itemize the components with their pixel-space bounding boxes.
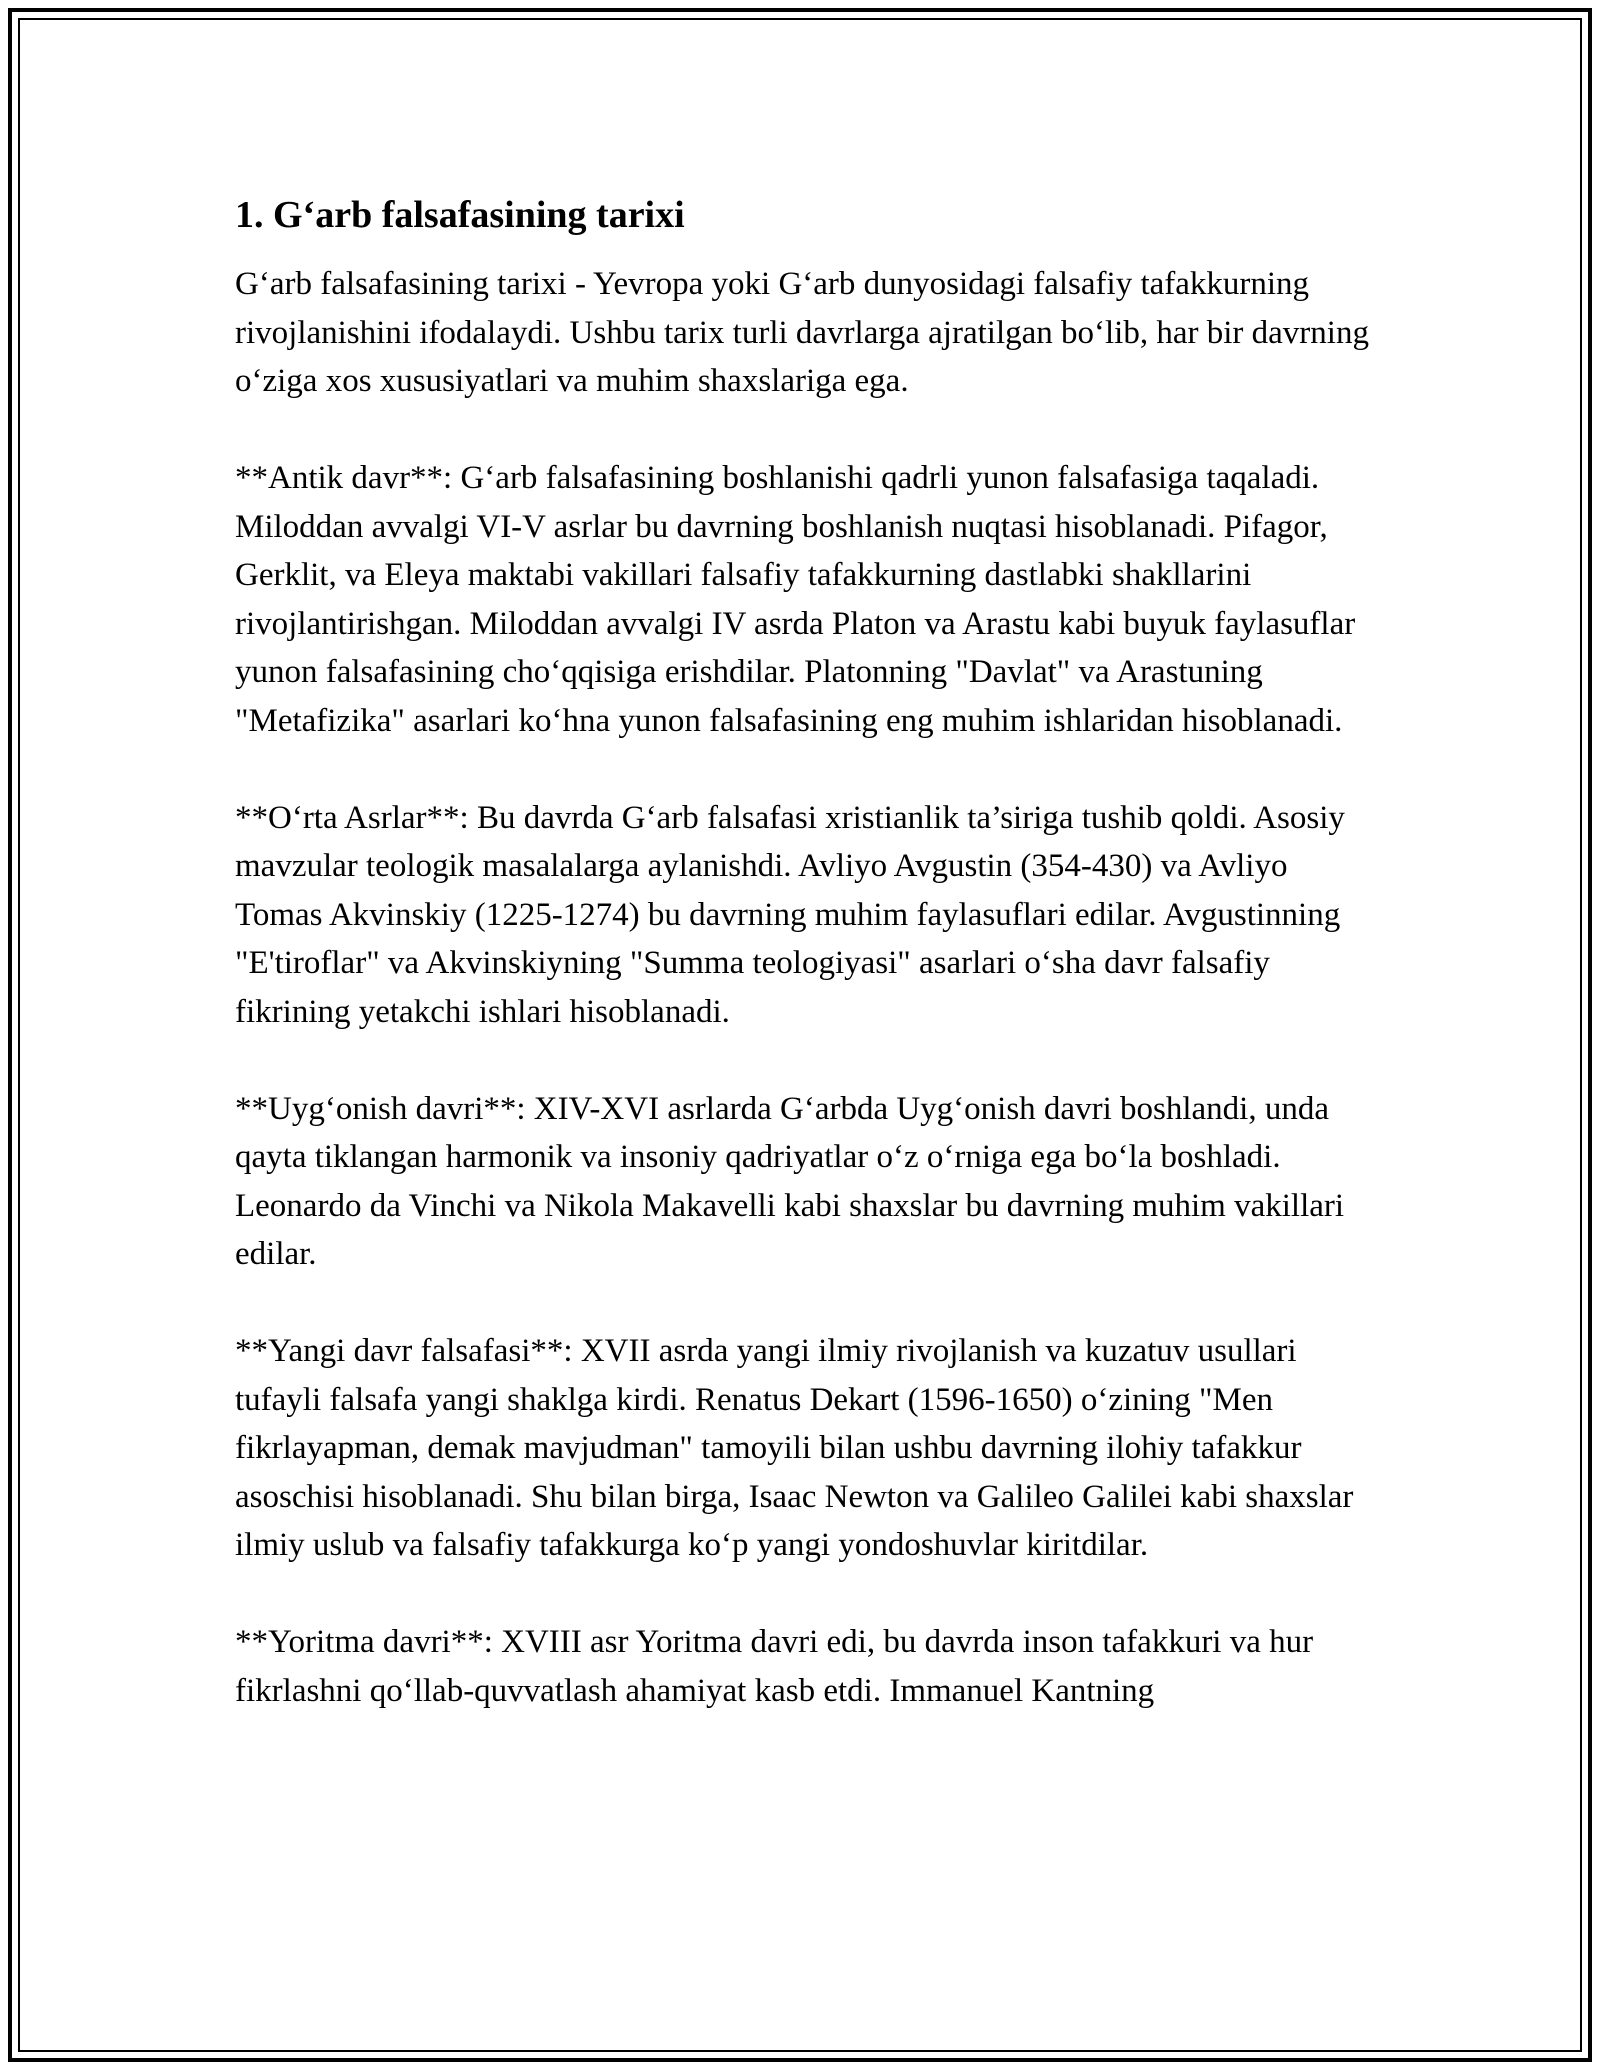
paragraph-yangi-davr: **Yangi davr falsafasi**: XVII asrda yangi ilmiy rivojlanish va kuzatuv usullari tufayli falsafa yangi shaklga kirdi. Renatus Dekart (1596-1650) o‘zining "Men fikrlayapman, demak mavjudman" tamoyili bilan ushbu davrning ilohiy tafakkur asoschisi hisoblanadi. Shu bilan birga, Isaac Newton va Galileo Galilei kabi shaxslar ilmiy uslub va falsafiy tafakkurga ko‘p yangi yondoshuvlar kiritdilar.: [235, 1333, 1354, 1563]
paragraph-uygonish-davri: **Uyg‘onish davri**: XIV-XVI asrlarda G‘arbda Uyg‘onish davri boshlandi, unda qayta tiklangan harmonik va insoniy qadriyatlar o‘z o‘rniga ega bo‘la boshladi. Leonardo da Vinchi va Nikola Makavelli kabi shaxslar bu davrning muhim vakillari edilar.: [235, 1090, 1345, 1272]
paragraph-intro: G‘arb falsafasining tarixi - Yevropa yoki G‘arb dunyosidagi falsafiy tafakkurning rivojlanishini ifodalaydi. Ushbu tarix turli davrlarga ajratilgan bo‘lib, har bir davrning o‘ziga xos xususiyatlari va muhim shaxslariga ega.: [235, 266, 1369, 399]
section-heading: 1. G‘arb falsafasining tarixi: [235, 194, 685, 236]
paragraph-antik-davr: **Antik davr**: G‘arb falsafasining boshlanishi qadrli yunon falsafasiga taqaladi. Miloddan avvalgi VI-V asrlar bu davrning boshlanish nuqtasi hisoblanadi. Pifagor, Gerklit, va Eleya maktabi vakillari falsafiy tafakkurning dastlabki shakllarini rivojlantirishgan. Miloddan avvalgi IV asrda Platon va Arastu kabi buyuk faylasuflar yunon falsafasining cho‘qqisiga erishdilar. Platonning "Davlat" va Arastuning "Metafizika" asarlari ko‘hna yunon falsafasining eng muhim ishlaridan hisoblanadi.: [235, 460, 1356, 739]
document-body: [235, 190, 1375, 1715]
paragraph-yoritma-davri: **Yoritma davri**: XVIII asr Yoritma davri edi, bu davrda inson tafakkuri va hur fikrlashni qo‘llab-quvvatlash ahamiyat kasb etdi. Immanuel Kantning: [235, 1624, 1314, 1709]
paragraph-orta-asrlar: **O‘rta Asrlar**: Bu davrda G‘arb falsafasi xristianlik ta’siriga tushib qoldi. Asosiy mavzular teologik masalalarga aylanishdi. Avliyo Avgustin (354-430) va Avliyo Tomas Akvinskiy (1225-1274) bu davrning muhim faylasuflari edilar. Avgustinning "E'tiroflar" va Akvinskiyning "Summa teologiyasi" asarlari o‘sha davr falsafiy fikrining yetakchi ishlari hisoblanadi.: [235, 799, 1345, 1030]
